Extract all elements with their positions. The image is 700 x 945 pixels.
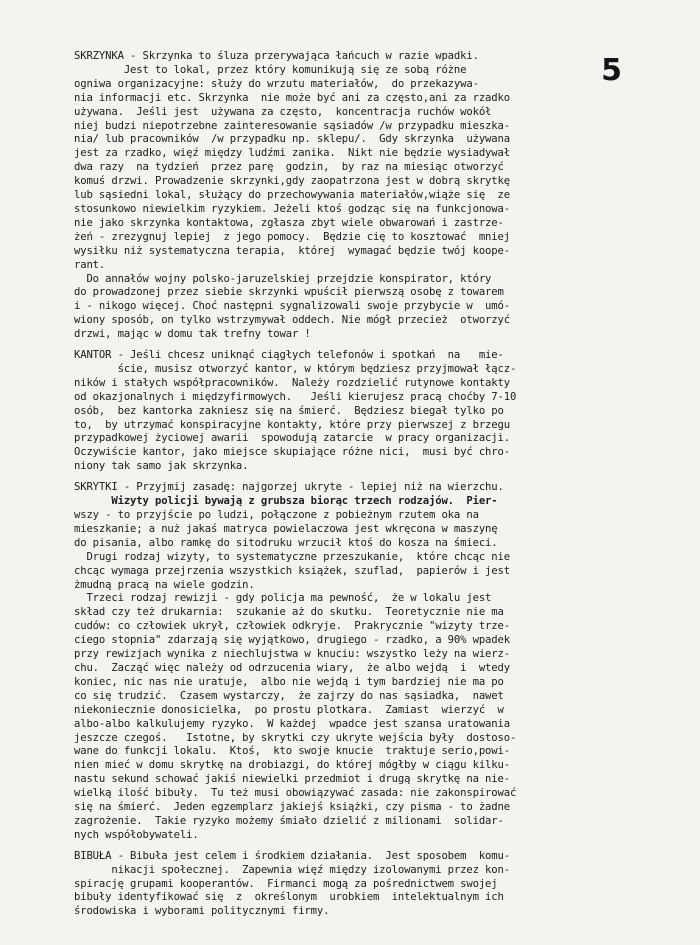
section-bibula xyxy=(74,850,642,920)
text-line: KANTOR - Jeśli chcesz uniknąć ciągłych telefonów i spotkań na mie- xyxy=(74,349,504,362)
text-line: Oczywiście kantor, jako miejsce skupiające różne nici, musi być chro- xyxy=(74,446,510,459)
text-line: niony tak samo jak skrzynka. xyxy=(74,460,249,473)
text-line: środowiska i wyborami politycznymi firmy. xyxy=(74,905,330,918)
text-line: nia/ lub pracowników /w przypadku np. sklepu/. Gdy skrzynka używana xyxy=(74,133,510,146)
text-line: stosunkowo niewielkim ryzykiem. Jeżeli ktoś godząc się na funkcjonowa- xyxy=(74,202,510,215)
text-line: używana. Jeśli jest używana za często, koncentracja ruchów wokół xyxy=(74,105,492,118)
text-line: co się trudzić. Czasem wystarczy, że zajrzy do nas sąsiadka, nawet xyxy=(74,689,504,702)
page-number: 5 xyxy=(601,53,622,88)
text-line: jest za rzadko, więź między ludźmi zanika. Nikt nie będzie wysiadywał xyxy=(74,147,510,160)
text-line: i - nikogo więcej. Choć następni sygnalizowali swoje przybycie w umó- xyxy=(74,300,510,313)
text-line: przy rewizjach wynika z niechlujstwa w knuciu: wszystko leży na wierz- xyxy=(74,648,510,661)
text-line: jeszcze czegoś. Istotne, by skrytki czy ukryte wejścia były dostoso- xyxy=(74,731,517,744)
text-line: Drugi rodzaj wizyty, to systematyczne przeszukanie, które chcąc nie xyxy=(74,550,510,563)
text-line: SKRZYNKA - Skrzynka to śluza przerywająca łańcuch w razie wpadki. xyxy=(74,50,479,62)
text-line: lub sąsiedni lokal, służący do przechowywania materiałów,wiąże się ze xyxy=(74,189,510,202)
text-line: SKRYTKI - Przyjmij zasadę: najgorzej ukryte - lepiej niż na wierzchu. xyxy=(74,481,504,494)
text-line: do pisania, albo ramkę do sitodruku wrzucił ktoś do kosza na śmieci. xyxy=(74,536,498,549)
text-line: ogniwa organizacyjne: służy do wrzutu materiałów, do przekazywa- xyxy=(74,77,479,90)
text-line: niej budzi niepotrzebne zainteresowanie sąsiadów /w przypadku mieszka- xyxy=(74,119,510,132)
text-line: wane do funkcji lokalu. Ktoś, kto swoje knucie traktuje serio,powi- xyxy=(74,745,510,758)
section-kantor xyxy=(74,349,642,474)
text-line: albo-albo kalkulujemy ryzyko. W każdej wpadce jest szansa uratowania xyxy=(74,717,510,730)
text-line: nastu sekund schować jakiś niewielki przedmiot i drugą skrytkę na nie- xyxy=(74,773,510,786)
text-line: nie jako skrzynka kontaktowa, zgłasza zbyt wiele obwarowań i zastrze- xyxy=(74,216,504,229)
text-line: chcąc wymaga przejrzenia wszystkich książek, szuflad, papierów i jest xyxy=(74,564,510,577)
text-line: dwa razy na tydzień przez parę godzin, by raz na miesiąc otworzyć xyxy=(74,161,504,174)
text-line: nikacji społecznej. Zapewnia więź między izolowanymi przez kon- xyxy=(74,863,510,876)
text-line: komuś drzwi. Prowadzenie skrzynki,gdy zaopatrzona jest w dobrą skrytkę xyxy=(74,175,510,188)
text-line: wielką ilość bibuły. Tu też musi obowiązywać zasada: nie zakonspirować xyxy=(74,787,517,800)
text-line: do prowadzonej przez siebie skrzynki wpuścił pierwszą osobę z towarem xyxy=(74,286,504,299)
text-line: bibuły identyfikować się z określonym urobkiem intelektualnym ich xyxy=(74,891,504,904)
document-body xyxy=(74,50,642,919)
text-line: wiony sposób, on tylko wstrzymywał oddech. Nie mógł przecież otworzyć xyxy=(74,314,510,327)
text-line: niekoniecznie donosicielka, po prostu plotkara. Zamiast wierzyć w xyxy=(74,703,504,716)
text-line: koniec, nic nas nie uratuje, albo nie wejdą i tym bardziej nie ma po xyxy=(74,675,504,688)
text-line: Jest to lokal, przez który komunikują się ze sobą różne xyxy=(74,63,467,76)
text-line: Wizyty policji bywają z grubsza biorąc trzech rodzajów. Pier- xyxy=(74,495,498,508)
text-line: wysiłku niż systematyczna terapia, której wymagać będzie twój koope- xyxy=(74,244,510,257)
text-line: osób, bez kantorka zakniesz się na śmierć. Będziesz biegał tylko po xyxy=(74,404,504,417)
text-line: przypadkowej życiowej awarii spowodują zatarcie w pracy organizacji. xyxy=(74,432,510,445)
text-line: spirację grupami kooperantów. Firmanci mogą za pośrednictwem swojej xyxy=(74,877,498,890)
text-line: chu. Zacząć więc należy od odrzucenia wiary, że albo wejdą i wtedy xyxy=(74,661,510,674)
text-line: się na śmierć. Jeden egzemplarz jakiejś książki, czy pisma - to żadne xyxy=(74,801,510,814)
text-line: skład czy też drukarnia: szukanie aż do skutku. Teoretycznie nie ma xyxy=(74,606,504,619)
text-line: cudów: co człowiek ukrył, człowiek odkryje. Prakrycznie "wizyty trze- xyxy=(74,620,510,633)
text-line: to, by utrzymać konspiracyjne kontakty, które przy pierwszej z brzegu xyxy=(74,418,510,431)
text-line: drzwi, mając w domu tak trefny towar ! xyxy=(74,328,311,341)
text-line: ników i stałych współpracowników. Należy rozdzielić rutynowe kontakty xyxy=(74,376,510,389)
text-line: nych współobywateli. xyxy=(74,828,199,841)
text-line: wszy - to przyjście po ludzi, połączone z pobieżnym rzutem oka na xyxy=(74,509,479,521)
text-line: żeń - zrezygnuj lepiej z jego pomocy. Będzie cię to kosztować mniej xyxy=(74,230,510,243)
text-line: nien mieć w domu skrytkę na drobiazgi, do której mógłby w ciągu kilku- xyxy=(74,759,510,772)
text-line: rant. xyxy=(74,258,106,271)
text-line: Trzeci rodzaj rewizji - gdy policja ma pewność, że w lokalu jest xyxy=(74,592,492,605)
text-line: ście, musisz otworzyć kantor, w którym będziesz przyjmował łącz- xyxy=(74,362,517,375)
section-skrytki xyxy=(74,481,642,843)
text-line: ciego stopnia" zdarzają się wyjątkowo, drugiego - rzadko, a 90% wpadek xyxy=(74,634,510,647)
text-line: Do annałów wojny polsko-jaruzelskiej przejdzie konspirator, który xyxy=(74,272,492,285)
text-line: od okazjonalnych i międzyfirmowych. Jeśli kierujesz pracą choćby 7-10 xyxy=(74,390,517,403)
text-line: żmudną pracą na wiele godzin. xyxy=(74,578,255,591)
text-line: BIBUŁA - Bibuła jest celem i środkiem działania. Jest sposobem komu- xyxy=(74,849,510,862)
text-line: zagrożenie. Takie ryzyko możemy śmiało dzielić z milionami solidar- xyxy=(74,814,504,827)
text-line: nia informacji etc. Skrzynka nie może być ani za często,ani za rzadko xyxy=(74,91,510,104)
section-skrzynka xyxy=(74,50,642,342)
text-line: mieszkanie; a nuż jakaś matryca powielaczowa jest wkręcona w maszynę xyxy=(74,522,498,535)
